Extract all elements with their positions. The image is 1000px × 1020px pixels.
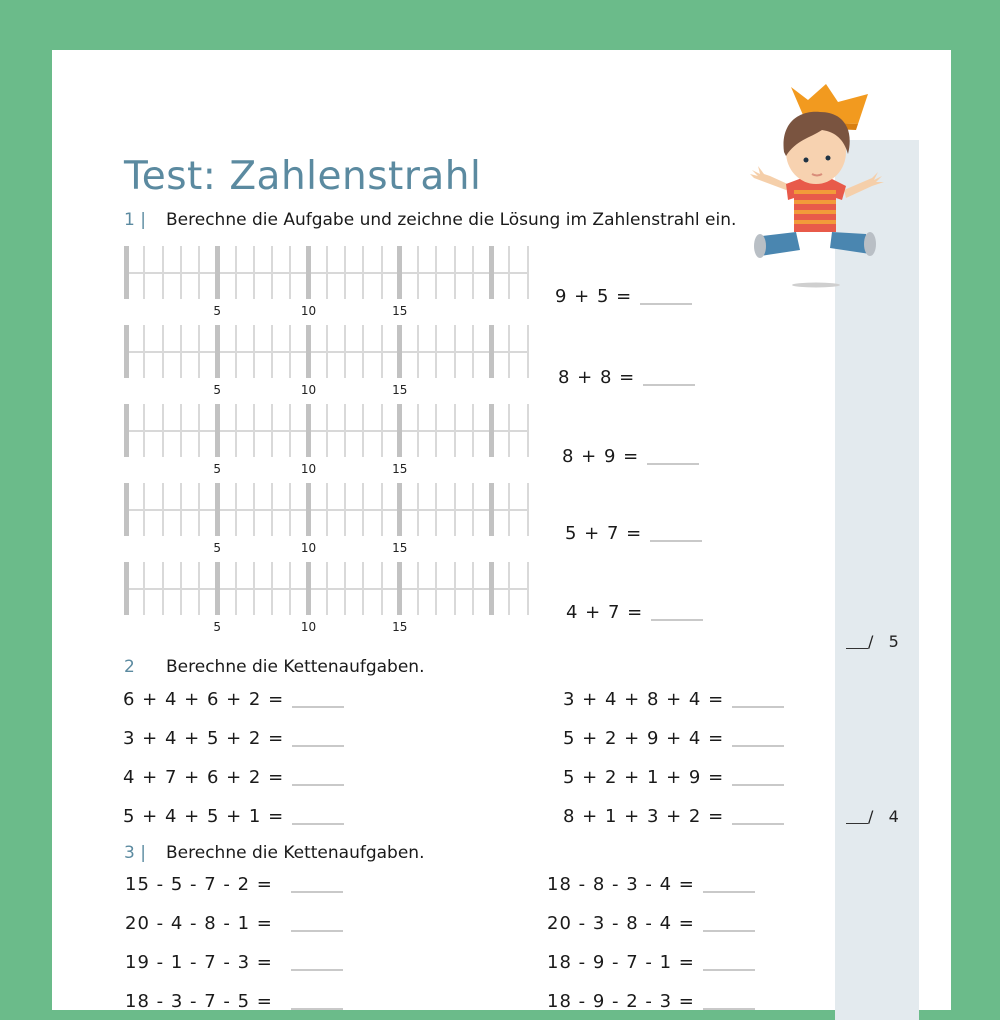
number-line-tick [344, 562, 346, 615]
task2-equation: 3 + 4 + 8 + 4 = [563, 689, 784, 710]
answer-blank[interactable] [650, 540, 702, 542]
task2-heading [124, 656, 424, 678]
answer-blank[interactable] [291, 1008, 343, 1010]
number-line-tick [198, 325, 200, 378]
number-line-label: 5 [213, 620, 222, 634]
number-line-tick [344, 325, 346, 378]
number-line-tick [489, 325, 494, 378]
number-line-tick [271, 325, 273, 378]
number-line-tick [435, 562, 437, 615]
task1-heading [124, 209, 736, 231]
number-line-label: 10 [300, 462, 317, 476]
number-line-tick [397, 325, 402, 378]
number-line-tick [198, 562, 200, 615]
number-line-tick [381, 325, 383, 378]
task3-equation: 18 - 9 - 7 - 1 = [547, 952, 755, 973]
number-line-tick [253, 562, 255, 615]
number-line-tick [454, 562, 456, 615]
task3-heading [124, 842, 424, 864]
number-line[interactable] [120, 404, 532, 476]
task3-instruction: Berechne die Kettenaufgaben. [166, 843, 425, 863]
number-line-tick [527, 325, 529, 378]
number-line-tick [124, 483, 129, 536]
number-line-tick [381, 404, 383, 457]
number-line-tick [271, 404, 273, 457]
number-line-tick [381, 246, 383, 299]
number-line-tick [454, 246, 456, 299]
number-line-tick [472, 246, 474, 299]
number-line[interactable] [120, 325, 532, 397]
task1-equation: 8 + 9 = [562, 446, 699, 467]
answer-blank[interactable] [647, 463, 699, 465]
number-line-tick [489, 483, 494, 536]
answer-blank[interactable] [703, 969, 755, 971]
number-line-tick [489, 404, 494, 457]
task1-equation: 4 + 7 = [566, 602, 703, 623]
number-line-tick [215, 562, 220, 615]
number-line-tick [253, 246, 255, 299]
number-line-tick [143, 246, 145, 299]
task2-equation: 5 + 2 + 1 + 9 = [563, 767, 784, 788]
number-line-tick [306, 404, 311, 457]
number-line-tick [271, 246, 273, 299]
number-line-tick [162, 404, 164, 457]
number-line-tick [435, 325, 437, 378]
number-line-tick [417, 404, 419, 457]
number-line-label: 15 [392, 462, 408, 476]
number-line-tick [124, 404, 129, 457]
number-line-tick [289, 325, 291, 378]
number-line-tick [215, 404, 220, 457]
number-line-tick [162, 483, 164, 536]
number-line-tick [180, 404, 182, 457]
number-line-tick [362, 404, 364, 457]
task1-equation: 9 + 5 = [555, 286, 692, 307]
number-line-tick [362, 246, 364, 299]
number-line-tick [527, 404, 529, 457]
answer-blank[interactable] [732, 823, 784, 825]
number-line-tick [397, 483, 402, 536]
task2-score: / 4 [846, 807, 899, 826]
number-line-tick [215, 325, 220, 378]
number-line-tick [435, 483, 437, 536]
number-line-tick [235, 404, 237, 457]
answer-blank[interactable] [703, 891, 755, 893]
task2-equation: 3 + 4 + 5 + 2 = [123, 728, 344, 749]
number-line-tick [289, 404, 291, 457]
page-title: Test: Zahlenstrahl [124, 154, 482, 199]
number-line-tick [326, 404, 328, 457]
number-line-tick [472, 325, 474, 378]
number-line-tick [472, 562, 474, 615]
score-input[interactable] [846, 823, 868, 824]
number-line-tick [397, 404, 402, 457]
task1-equation: 5 + 7 = [565, 523, 702, 544]
number-line-tick [306, 483, 311, 536]
number-line-tick [454, 325, 456, 378]
number-line-tick [289, 483, 291, 536]
task1-score: / 5 [846, 632, 899, 651]
answer-blank[interactable] [651, 619, 703, 621]
answer-blank[interactable] [703, 930, 755, 932]
answer-blank[interactable] [732, 706, 784, 708]
number-line-tick [306, 325, 311, 378]
score-input[interactable] [846, 648, 868, 649]
number-line-tick [417, 562, 419, 615]
number-line-tick [472, 404, 474, 457]
task3-equation: 18 - 8 - 3 - 4 = [547, 874, 755, 895]
number-line-tick [472, 483, 474, 536]
number-line-tick [180, 325, 182, 378]
number-line-tick [162, 562, 164, 615]
task2-equation: 4 + 7 + 6 + 2 = [123, 767, 344, 788]
number-line-label: 15 [392, 620, 408, 634]
number-line-tick [508, 246, 510, 299]
number-line-tick [124, 325, 129, 378]
number-line-tick [235, 562, 237, 615]
number-line-tick [143, 404, 145, 457]
task2-equation: 6 + 4 + 6 + 2 = [123, 689, 344, 710]
number-line-tick [508, 404, 510, 457]
number-line-tick [271, 483, 273, 536]
task3-number: 3 | [124, 843, 146, 863]
number-line-tick [180, 483, 182, 536]
number-line-label: 10 [300, 541, 317, 555]
task3-equation: 15 - 5 - 7 - 2 = [125, 874, 343, 895]
number-line-tick [271, 562, 273, 615]
number-line-tick [215, 246, 220, 299]
number-line-tick [215, 483, 220, 536]
number-line-tick [235, 325, 237, 378]
number-line-label: 15 [392, 383, 408, 397]
number-line-tick [180, 246, 182, 299]
answer-blank[interactable] [703, 1008, 755, 1010]
number-line-tick [454, 404, 456, 457]
task1-number: 1 | [124, 210, 146, 230]
answer-blank[interactable] [292, 745, 344, 747]
number-line-label: 5 [213, 383, 222, 397]
number-line-tick [198, 246, 200, 299]
answer-blank[interactable] [643, 384, 695, 386]
answer-blank[interactable] [640, 303, 692, 305]
number-line-label: 10 [300, 620, 317, 634]
number-line-tick [289, 562, 291, 615]
task2-equation: 8 + 1 + 3 + 2 = [563, 806, 784, 827]
number-line-tick [198, 483, 200, 536]
number-line-tick [417, 483, 419, 536]
number-line-tick [344, 483, 346, 536]
number-line-tick [326, 483, 328, 536]
number-line-tick [326, 246, 328, 299]
task3-equation: 18 - 3 - 7 - 5 = [125, 991, 343, 1012]
number-line-tick [143, 562, 145, 615]
number-line-tick [344, 246, 346, 299]
number-line-tick [435, 246, 437, 299]
answer-blank[interactable] [291, 969, 343, 971]
number-line-tick [362, 483, 364, 536]
number-line-tick [253, 325, 255, 378]
answer-blank[interactable] [292, 784, 344, 786]
number-line-label: 5 [213, 541, 222, 555]
number-line-tick [198, 404, 200, 457]
number-line-tick [381, 483, 383, 536]
answer-blank[interactable] [292, 823, 344, 825]
number-line-tick [508, 562, 510, 615]
number-line-tick [143, 325, 145, 378]
number-line[interactable] [120, 246, 532, 318]
number-line-tick [306, 562, 311, 615]
number-line-tick [235, 246, 237, 299]
number-line-tick [454, 483, 456, 536]
task2-instruction: Berechne die Kettenaufgaben. [166, 657, 425, 677]
task3-equation: 20 - 4 - 8 - 1 = [125, 913, 343, 934]
task3-equation: 19 - 1 - 7 - 3 = [125, 952, 343, 973]
number-line-tick [362, 562, 364, 615]
number-line-tick [489, 562, 494, 615]
task2-equation: 5 + 2 + 9 + 4 = [563, 728, 784, 749]
number-line-tick [143, 483, 145, 536]
answer-blank[interactable] [291, 930, 343, 932]
number-line[interactable] [120, 483, 532, 555]
number-line-tick [124, 246, 129, 299]
number-line-label: 15 [392, 541, 408, 555]
task2-number: 2 [124, 657, 135, 677]
number-line-tick [435, 404, 437, 457]
number-line-tick [397, 562, 402, 615]
number-line-tick [417, 325, 419, 378]
number-line-tick [417, 246, 419, 299]
task3-equation: 20 - 3 - 8 - 4 = [547, 913, 755, 934]
number-line-tick [508, 483, 510, 536]
number-line-tick [235, 483, 237, 536]
number-line-label: 10 [300, 383, 317, 397]
answer-blank[interactable] [732, 745, 784, 747]
number-line-tick [289, 246, 291, 299]
number-line-tick [527, 483, 529, 536]
number-line-tick [124, 562, 129, 615]
answer-blank[interactable] [732, 784, 784, 786]
number-line-tick [253, 404, 255, 457]
number-line-tick [180, 562, 182, 615]
number-line-label: 10 [300, 304, 317, 318]
number-line-label: 15 [392, 304, 408, 318]
number-line-tick [306, 246, 311, 299]
number-line[interactable] [120, 562, 532, 634]
number-line-label: 5 [213, 304, 222, 318]
task2-equation: 5 + 4 + 5 + 1 = [123, 806, 344, 827]
number-line-tick [162, 325, 164, 378]
number-line-label: 5 [213, 462, 222, 476]
number-line-tick [397, 246, 402, 299]
number-line-tick [326, 562, 328, 615]
number-line-tick [527, 246, 529, 299]
number-line-tick [489, 246, 494, 299]
number-line-tick [508, 325, 510, 378]
number-line-tick [253, 483, 255, 536]
number-line-tick [527, 562, 529, 615]
task1-equation: 8 + 8 = [558, 367, 695, 388]
answer-blank[interactable] [291, 891, 343, 893]
task3-equation: 18 - 9 - 2 - 3 = [547, 991, 755, 1012]
answer-blank[interactable] [292, 706, 344, 708]
number-line-tick [381, 562, 383, 615]
number-line-tick [362, 325, 364, 378]
number-line-tick [344, 404, 346, 457]
number-line-tick [162, 246, 164, 299]
boy-with-crown-illustration [746, 82, 886, 292]
number-line-tick [326, 325, 328, 378]
task1-instruction: Berechne die Aufgabe und zeichne die Lösung im Zahlenstrahl ein. [166, 210, 737, 230]
